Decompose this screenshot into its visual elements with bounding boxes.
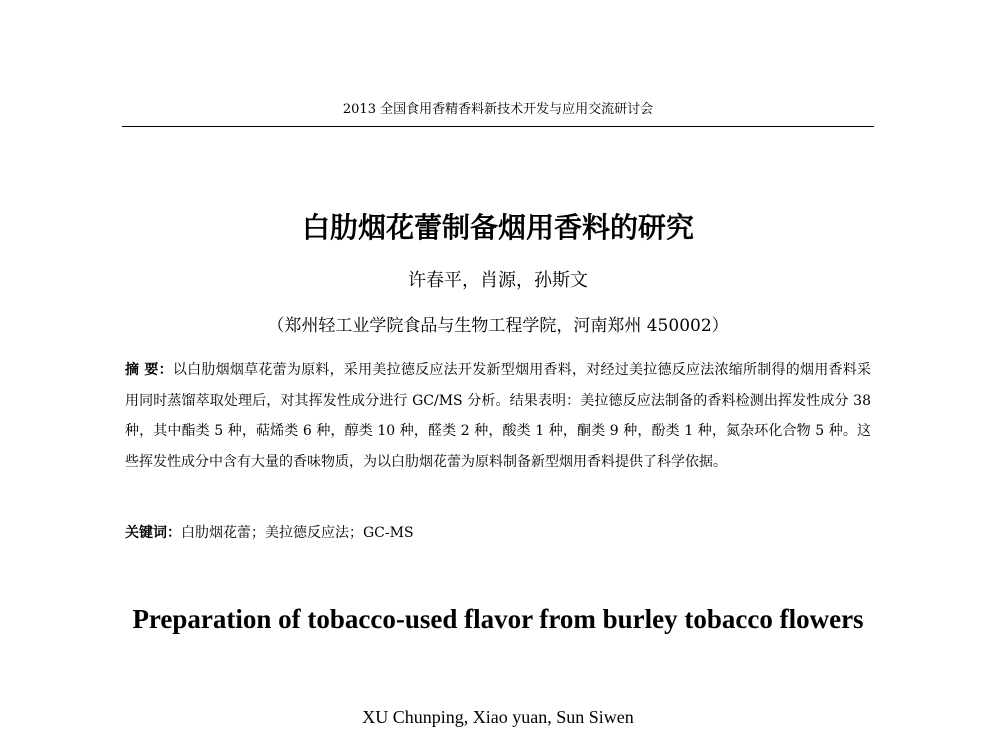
abstract [125,355,871,477]
authors-cn: 许春平，肖源，孙斯文 [408,270,588,291]
keywords-text: 白肋烟花蕾；美拉德反应法；GC-MS [181,525,414,541]
paper-title-en: Preparation of tobacco-used flavor from burley tobacco flowers [132,604,864,634]
affiliation-cn: （郑州轻工业学院食品与生物工程学院，河南郑州 450002） [267,316,729,336]
authors-en: XU Chunping, Xiao yuan, Sun Siwen [362,707,634,727]
header-rule [122,126,874,127]
keywords-label: 关键词： [125,525,181,541]
paper-title-cn: 白肋烟花蕾制备烟用香料的研究 [301,211,694,244]
keywords [125,519,871,547]
abstract-label: 摘 要： [125,362,173,378]
conference-header: 2013 全国食用香精香料新技术开发与应用交流研讨会 [342,102,654,117]
abstract-text: 以白肋烟烟草花蕾为原料，采用美拉德反应法开发新型烟用香料，对经过美拉德反应法浓缩所制得的烟用香料采用同时蒸馏萃取处理后，对其挥发性成分进行 GC/MS 分析。结果表明：美拉德反应法制备的香料检测出挥发性成分 38 种，其中酯类 5 种，萜烯类 6 种，醇类 10 种，醛类 2 种，酸类 1 种，酮类 9 种，酚类 1 种，氮杂环化合物 5 种。这些挥发性成分中含有大量的香味物质，为以白肋烟花蕾为原料制备新型烟用香料提供了科学依据。 [125,362,872,470]
